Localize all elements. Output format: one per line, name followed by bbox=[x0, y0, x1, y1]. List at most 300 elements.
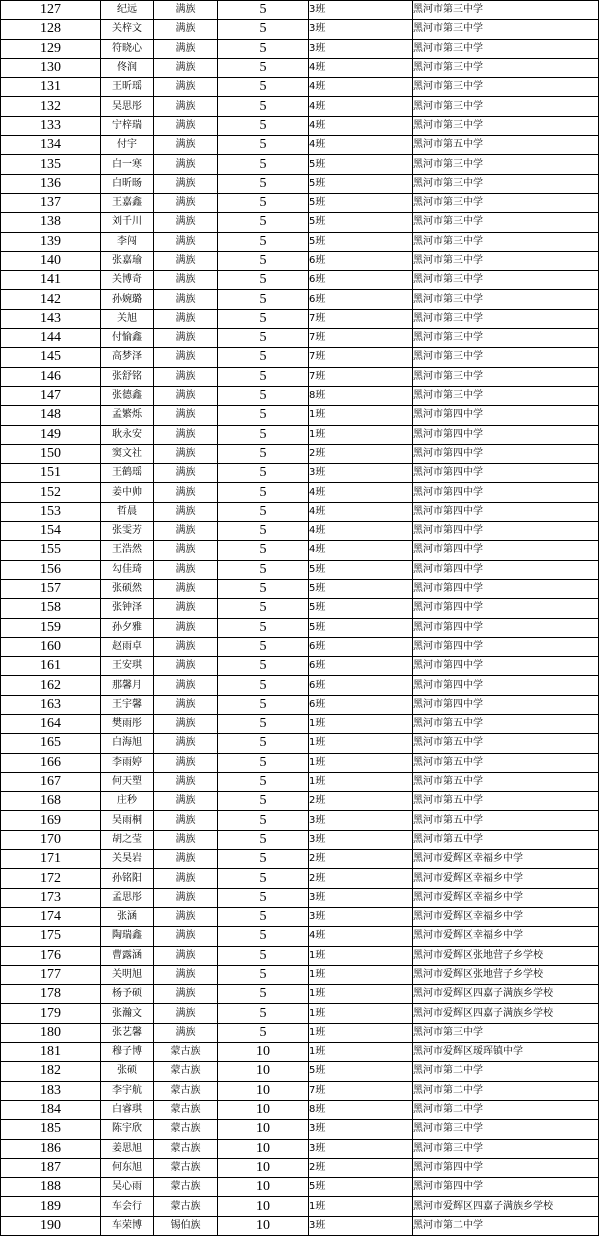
table-row bbox=[1, 676, 599, 695]
row-number-cell: 169 bbox=[1, 811, 101, 830]
row-number-cell: 190 bbox=[1, 1216, 101, 1235]
bonus-points-cell: 5 bbox=[218, 174, 309, 193]
table-row bbox=[1, 869, 599, 888]
table-row bbox=[1, 811, 599, 830]
bonus-points-cell: 10 bbox=[218, 1100, 309, 1119]
roster-body bbox=[1, 1, 599, 1236]
bonus-points-cell: 5 bbox=[218, 869, 309, 888]
row-number-cell: 147 bbox=[1, 386, 101, 405]
table-row bbox=[1, 386, 599, 405]
table-row bbox=[1, 599, 599, 618]
student-name-cell: 白一寒 bbox=[101, 155, 154, 174]
school-name-cell: 黑河市爱辉区四嘉子满族乡学校 bbox=[413, 1197, 599, 1216]
ethnicity-cell: 满族 bbox=[154, 406, 218, 425]
row-number-cell: 131 bbox=[1, 78, 101, 97]
student-name-cell: 庄秒 bbox=[101, 792, 154, 811]
table-row bbox=[1, 271, 599, 290]
student-name-cell: 张钟泽 bbox=[101, 599, 154, 618]
table-row bbox=[1, 348, 599, 367]
class-name-cell: 3班 bbox=[309, 20, 413, 39]
table-row bbox=[1, 213, 599, 232]
student-name-cell: 王昕瑶 bbox=[101, 78, 154, 97]
school-name-cell: 黑河市爱辉区幸福乡中学 bbox=[413, 907, 599, 926]
class-name-cell: 5班 bbox=[309, 1178, 413, 1197]
ethnicity-cell: 满族 bbox=[154, 58, 218, 77]
class-name-cell: 4班 bbox=[309, 116, 413, 135]
row-number-cell: 139 bbox=[1, 232, 101, 251]
ethnicity-cell: 满族 bbox=[154, 1023, 218, 1042]
student-name-cell: 曹露涵 bbox=[101, 946, 154, 965]
student-name-cell: 关明旭 bbox=[101, 965, 154, 984]
student-name-cell: 关博奇 bbox=[101, 271, 154, 290]
table-row bbox=[1, 1120, 599, 1139]
bonus-points-cell: 10 bbox=[218, 1216, 309, 1235]
bonus-points-cell: 5 bbox=[218, 753, 309, 772]
table-row bbox=[1, 174, 599, 193]
row-number-cell: 185 bbox=[1, 1120, 101, 1139]
row-number-cell: 145 bbox=[1, 348, 101, 367]
school-name-cell: 黑河市爱辉区四嘉子满族乡学校 bbox=[413, 1004, 599, 1023]
row-number-cell: 154 bbox=[1, 522, 101, 541]
student-name-cell: 孟繁烁 bbox=[101, 406, 154, 425]
table-row bbox=[1, 406, 599, 425]
student-name-cell: 吴雨桐 bbox=[101, 811, 154, 830]
bonus-points-cell: 5 bbox=[218, 155, 309, 174]
class-name-cell: 3班 bbox=[309, 1120, 413, 1139]
table-row bbox=[1, 714, 599, 733]
row-number-cell: 127 bbox=[1, 1, 101, 20]
bonus-points-cell: 5 bbox=[218, 792, 309, 811]
ethnicity-cell: 满族 bbox=[154, 560, 218, 579]
class-name-cell: 3班 bbox=[309, 464, 413, 483]
table-row bbox=[1, 444, 599, 463]
ethnicity-cell: 蒙古族 bbox=[154, 1081, 218, 1100]
school-name-cell: 黑河市第四中学 bbox=[413, 657, 599, 676]
bonus-points-cell: 5 bbox=[218, 329, 309, 348]
class-name-cell: 7班 bbox=[309, 348, 413, 367]
row-number-cell: 170 bbox=[1, 830, 101, 849]
row-number-cell: 158 bbox=[1, 599, 101, 618]
school-name-cell: 黑河市第五中学 bbox=[413, 753, 599, 772]
student-name-cell: 耿永安 bbox=[101, 425, 154, 444]
ethnicity-cell: 满族 bbox=[154, 927, 218, 946]
school-name-cell: 黑河市第三中学 bbox=[413, 155, 599, 174]
student-name-cell: 吴心雨 bbox=[101, 1178, 154, 1197]
row-number-cell: 130 bbox=[1, 58, 101, 77]
school-name-cell: 黑河市第四中学 bbox=[413, 406, 599, 425]
ethnicity-cell: 满族 bbox=[154, 502, 218, 521]
row-number-cell: 135 bbox=[1, 155, 101, 174]
class-name-cell: 5班 bbox=[309, 560, 413, 579]
bonus-points-cell: 10 bbox=[218, 1081, 309, 1100]
bonus-points-cell: 5 bbox=[218, 522, 309, 541]
school-name-cell: 黑河市第五中学 bbox=[413, 136, 599, 155]
bonus-points-cell: 5 bbox=[218, 888, 309, 907]
row-number-cell: 162 bbox=[1, 676, 101, 695]
class-name-cell: 1班 bbox=[309, 1004, 413, 1023]
table-row bbox=[1, 483, 599, 502]
class-name-cell: 4班 bbox=[309, 541, 413, 560]
class-name-cell: 4班 bbox=[309, 522, 413, 541]
class-name-cell: 4班 bbox=[309, 97, 413, 116]
ethnicity-cell: 满族 bbox=[154, 907, 218, 926]
ethnicity-cell: 满族 bbox=[154, 483, 218, 502]
bonus-points-cell: 5 bbox=[218, 502, 309, 521]
bonus-points-cell: 10 bbox=[218, 1139, 309, 1158]
bonus-points-cell: 5 bbox=[218, 676, 309, 695]
table-row bbox=[1, 541, 599, 560]
student-name-cell: 姜思旭 bbox=[101, 1139, 154, 1158]
bonus-points-cell: 5 bbox=[218, 136, 309, 155]
school-name-cell: 黑河市第五中学 bbox=[413, 792, 599, 811]
school-name-cell: 黑河市爱辉区幸福乡中学 bbox=[413, 869, 599, 888]
row-number-cell: 157 bbox=[1, 579, 101, 598]
ethnicity-cell: 满族 bbox=[154, 869, 218, 888]
bonus-points-cell: 5 bbox=[218, 464, 309, 483]
student-name-cell: 陶瑞鑫 bbox=[101, 927, 154, 946]
bonus-points-cell: 5 bbox=[218, 290, 309, 309]
student-name-cell: 纪远 bbox=[101, 1, 154, 20]
ethnicity-cell: 蒙古族 bbox=[154, 1120, 218, 1139]
row-number-cell: 166 bbox=[1, 753, 101, 772]
row-number-cell: 137 bbox=[1, 193, 101, 212]
class-name-cell: 1班 bbox=[309, 425, 413, 444]
ethnicity-cell: 满族 bbox=[154, 830, 218, 849]
student-name-cell: 张德鑫 bbox=[101, 386, 154, 405]
bonus-points-cell: 5 bbox=[218, 406, 309, 425]
student-name-cell: 赵雨卓 bbox=[101, 637, 154, 656]
table-row bbox=[1, 97, 599, 116]
school-name-cell: 黑河市第四中学 bbox=[413, 599, 599, 618]
student-name-cell: 付宇 bbox=[101, 136, 154, 155]
bonus-points-cell: 5 bbox=[218, 734, 309, 753]
school-name-cell: 黑河市第三中学 bbox=[413, 20, 599, 39]
row-number-cell: 161 bbox=[1, 657, 101, 676]
school-name-cell: 黑河市第四中学 bbox=[413, 637, 599, 656]
table-row bbox=[1, 309, 599, 328]
class-name-cell: 4班 bbox=[309, 483, 413, 502]
class-name-cell: 5班 bbox=[309, 213, 413, 232]
student-name-cell: 关昊岩 bbox=[101, 850, 154, 869]
row-number-cell: 177 bbox=[1, 965, 101, 984]
table-row bbox=[1, 522, 599, 541]
table-row bbox=[1, 965, 599, 984]
bonus-points-cell: 5 bbox=[218, 965, 309, 984]
student-name-cell: 王嘉鑫 bbox=[101, 193, 154, 212]
class-name-cell: 3班 bbox=[309, 1216, 413, 1235]
student-name-cell: 李雨婷 bbox=[101, 753, 154, 772]
bonus-points-cell: 5 bbox=[218, 251, 309, 270]
row-number-cell: 150 bbox=[1, 444, 101, 463]
student-name-cell: 王安琪 bbox=[101, 657, 154, 676]
bonus-points-cell: 5 bbox=[218, 58, 309, 77]
ethnicity-cell: 蒙古族 bbox=[154, 1178, 218, 1197]
ethnicity-cell: 满族 bbox=[154, 965, 218, 984]
bonus-points-cell: 5 bbox=[218, 560, 309, 579]
school-name-cell: 黑河市第四中学 bbox=[413, 541, 599, 560]
class-name-cell: 8班 bbox=[309, 1100, 413, 1119]
table-row bbox=[1, 1004, 599, 1023]
row-number-cell: 187 bbox=[1, 1158, 101, 1177]
row-number-cell: 186 bbox=[1, 1139, 101, 1158]
class-name-cell: 3班 bbox=[309, 907, 413, 926]
bonus-points-cell: 5 bbox=[218, 599, 309, 618]
table-row bbox=[1, 888, 599, 907]
school-name-cell: 黑河市第三中学 bbox=[413, 213, 599, 232]
class-name-cell: 5班 bbox=[309, 579, 413, 598]
bonus-points-cell: 5 bbox=[218, 579, 309, 598]
student-name-cell: 刘千川 bbox=[101, 213, 154, 232]
class-name-cell: 1班 bbox=[309, 965, 413, 984]
row-number-cell: 140 bbox=[1, 251, 101, 270]
ethnicity-cell: 满族 bbox=[154, 618, 218, 637]
student-name-cell: 何东旭 bbox=[101, 1158, 154, 1177]
row-number-cell: 138 bbox=[1, 213, 101, 232]
table-row bbox=[1, 734, 599, 753]
table-row bbox=[1, 502, 599, 521]
row-number-cell: 173 bbox=[1, 888, 101, 907]
table-row bbox=[1, 1216, 599, 1235]
bonus-points-cell: 5 bbox=[218, 772, 309, 791]
ethnicity-cell: 满族 bbox=[154, 309, 218, 328]
table-row bbox=[1, 155, 599, 174]
student-name-cell: 孟思彤 bbox=[101, 888, 154, 907]
row-number-cell: 175 bbox=[1, 927, 101, 946]
school-name-cell: 黑河市第三中学 bbox=[413, 348, 599, 367]
row-number-cell: 132 bbox=[1, 97, 101, 116]
row-number-cell: 167 bbox=[1, 772, 101, 791]
student-name-cell: 车会行 bbox=[101, 1197, 154, 1216]
class-name-cell: 2班 bbox=[309, 869, 413, 888]
row-number-cell: 134 bbox=[1, 136, 101, 155]
row-number-cell: 178 bbox=[1, 985, 101, 1004]
ethnicity-cell: 满族 bbox=[154, 193, 218, 212]
student-name-cell: 白昕旸 bbox=[101, 174, 154, 193]
ethnicity-cell: 满族 bbox=[154, 637, 218, 656]
bonus-points-cell: 5 bbox=[218, 1, 309, 20]
student-name-cell: 宁梓瑞 bbox=[101, 116, 154, 135]
student-name-cell: 张硕 bbox=[101, 1062, 154, 1081]
bonus-points-cell: 5 bbox=[218, 483, 309, 502]
table-row bbox=[1, 251, 599, 270]
class-name-cell: 7班 bbox=[309, 1081, 413, 1100]
bonus-points-cell: 5 bbox=[218, 367, 309, 386]
table-row bbox=[1, 20, 599, 39]
row-number-cell: 148 bbox=[1, 406, 101, 425]
school-name-cell: 黑河市第五中学 bbox=[413, 734, 599, 753]
student-name-cell: 孙铭阳 bbox=[101, 869, 154, 888]
table-row bbox=[1, 329, 599, 348]
class-name-cell: 5班 bbox=[309, 193, 413, 212]
bonus-points-cell: 10 bbox=[218, 1178, 309, 1197]
ethnicity-cell: 满族 bbox=[154, 579, 218, 598]
row-number-cell: 189 bbox=[1, 1197, 101, 1216]
student-name-cell: 吴思彤 bbox=[101, 97, 154, 116]
table-row bbox=[1, 1178, 599, 1197]
table-row bbox=[1, 464, 599, 483]
table-row bbox=[1, 78, 599, 97]
bonus-points-cell: 5 bbox=[218, 695, 309, 714]
bonus-points-cell: 5 bbox=[218, 425, 309, 444]
school-name-cell: 黑河市第四中学 bbox=[413, 676, 599, 695]
bonus-points-cell: 5 bbox=[218, 657, 309, 676]
ethnicity-cell: 满族 bbox=[154, 1, 218, 20]
student-name-cell: 关梓文 bbox=[101, 20, 154, 39]
ethnicity-cell: 蒙古族 bbox=[154, 1100, 218, 1119]
ethnicity-cell: 蒙古族 bbox=[154, 1043, 218, 1062]
ethnicity-cell: 满族 bbox=[154, 444, 218, 463]
ethnicity-cell: 满族 bbox=[154, 271, 218, 290]
ethnicity-cell: 满族 bbox=[154, 850, 218, 869]
ethnicity-cell: 满族 bbox=[154, 213, 218, 232]
row-number-cell: 184 bbox=[1, 1100, 101, 1119]
ethnicity-cell: 满族 bbox=[154, 386, 218, 405]
bonus-points-cell: 5 bbox=[218, 946, 309, 965]
school-name-cell: 黑河市第三中学 bbox=[413, 1023, 599, 1042]
class-name-cell: 1班 bbox=[309, 946, 413, 965]
student-name-cell: 王浩然 bbox=[101, 541, 154, 560]
student-name-cell: 符晓心 bbox=[101, 39, 154, 58]
class-name-cell: 3班 bbox=[309, 1139, 413, 1158]
student-name-cell: 张硕然 bbox=[101, 579, 154, 598]
school-name-cell: 黑河市第四中学 bbox=[413, 579, 599, 598]
class-name-cell: 4班 bbox=[309, 136, 413, 155]
student-name-cell: 佟润 bbox=[101, 58, 154, 77]
table-row bbox=[1, 560, 599, 579]
class-name-cell: 5班 bbox=[309, 1062, 413, 1081]
ethnicity-cell: 锡伯族 bbox=[154, 1216, 218, 1235]
row-number-cell: 159 bbox=[1, 618, 101, 637]
bonus-points-cell: 5 bbox=[218, 714, 309, 733]
student-name-cell: 张涵 bbox=[101, 907, 154, 926]
school-name-cell: 黑河市爱辉区四嘉子满族乡学校 bbox=[413, 985, 599, 1004]
school-name-cell: 黑河市第五中学 bbox=[413, 830, 599, 849]
bonus-points-cell: 10 bbox=[218, 1120, 309, 1139]
school-name-cell: 黑河市第四中学 bbox=[413, 618, 599, 637]
class-name-cell: 3班 bbox=[309, 39, 413, 58]
school-name-cell: 黑河市第三中学 bbox=[413, 58, 599, 77]
bonus-points-cell: 10 bbox=[218, 1158, 309, 1177]
student-name-cell: 关旭 bbox=[101, 309, 154, 328]
student-name-cell: 张雯芳 bbox=[101, 522, 154, 541]
class-name-cell: 1班 bbox=[309, 1043, 413, 1062]
school-name-cell: 黑河市第三中学 bbox=[413, 174, 599, 193]
school-name-cell: 黑河市第四中学 bbox=[413, 522, 599, 541]
bonus-points-cell: 5 bbox=[218, 444, 309, 463]
ethnicity-cell: 满族 bbox=[154, 367, 218, 386]
school-name-cell: 黑河市第三中学 bbox=[413, 1, 599, 20]
school-name-cell: 黑河市第四中学 bbox=[413, 695, 599, 714]
row-number-cell: 128 bbox=[1, 20, 101, 39]
ethnicity-cell: 满族 bbox=[154, 1004, 218, 1023]
school-name-cell: 黑河市第三中学 bbox=[413, 39, 599, 58]
row-number-cell: 155 bbox=[1, 541, 101, 560]
bonus-points-cell: 5 bbox=[218, 1023, 309, 1042]
bonus-points-cell: 10 bbox=[218, 1062, 309, 1081]
student-name-cell: 高梦泽 bbox=[101, 348, 154, 367]
school-name-cell: 黑河市第三中学 bbox=[413, 78, 599, 97]
school-name-cell: 黑河市爱辉区张地营子乡学校 bbox=[413, 965, 599, 984]
ethnicity-cell: 满族 bbox=[154, 232, 218, 251]
school-name-cell: 黑河市爱辉区幸福乡中学 bbox=[413, 888, 599, 907]
table-row bbox=[1, 58, 599, 77]
student-name-cell: 付愉鑫 bbox=[101, 329, 154, 348]
ethnicity-cell: 满族 bbox=[154, 348, 218, 367]
ethnicity-cell: 满族 bbox=[154, 116, 218, 135]
row-number-cell: 149 bbox=[1, 425, 101, 444]
student-name-cell: 李闯 bbox=[101, 232, 154, 251]
ethnicity-cell: 蒙古族 bbox=[154, 1062, 218, 1081]
ethnicity-cell: 满族 bbox=[154, 599, 218, 618]
school-name-cell: 黑河市第五中学 bbox=[413, 772, 599, 791]
student-name-cell: 杨予硕 bbox=[101, 985, 154, 1004]
row-number-cell: 160 bbox=[1, 637, 101, 656]
school-name-cell: 黑河市爱辉区幸福乡中学 bbox=[413, 850, 599, 869]
student-name-cell: 李宇航 bbox=[101, 1081, 154, 1100]
row-number-cell: 129 bbox=[1, 39, 101, 58]
ethnicity-cell: 满族 bbox=[154, 888, 218, 907]
school-name-cell: 黑河市第三中学 bbox=[413, 386, 599, 405]
ethnicity-cell: 满族 bbox=[154, 522, 218, 541]
class-name-cell: 5班 bbox=[309, 155, 413, 174]
ethnicity-cell: 满族 bbox=[154, 97, 218, 116]
school-name-cell: 黑河市第三中学 bbox=[413, 329, 599, 348]
ethnicity-cell: 满族 bbox=[154, 39, 218, 58]
ethnicity-cell: 满族 bbox=[154, 329, 218, 348]
bonus-points-cell: 5 bbox=[218, 830, 309, 849]
ethnicity-cell: 满族 bbox=[154, 464, 218, 483]
school-name-cell: 黑河市第三中学 bbox=[413, 193, 599, 212]
bonus-points-cell: 10 bbox=[218, 1043, 309, 1062]
student-name-cell: 樊雨彤 bbox=[101, 714, 154, 733]
ethnicity-cell: 蒙古族 bbox=[154, 1197, 218, 1216]
table-row bbox=[1, 1062, 599, 1081]
table-row bbox=[1, 39, 599, 58]
school-name-cell: 黑河市第四中学 bbox=[413, 464, 599, 483]
class-name-cell: 8班 bbox=[309, 386, 413, 405]
class-name-cell: 7班 bbox=[309, 329, 413, 348]
class-name-cell: 3班 bbox=[309, 811, 413, 830]
class-name-cell: 2班 bbox=[309, 1158, 413, 1177]
bonus-points-cell: 5 bbox=[218, 116, 309, 135]
school-name-cell: 黑河市第三中学 bbox=[413, 367, 599, 386]
bonus-points-cell: 5 bbox=[218, 20, 309, 39]
table-row bbox=[1, 1043, 599, 1062]
class-name-cell: 5班 bbox=[309, 599, 413, 618]
table-row bbox=[1, 290, 599, 309]
ethnicity-cell: 满族 bbox=[154, 20, 218, 39]
table-row bbox=[1, 579, 599, 598]
table-row bbox=[1, 830, 599, 849]
ethnicity-cell: 满族 bbox=[154, 541, 218, 560]
class-name-cell: 4班 bbox=[309, 58, 413, 77]
class-name-cell: 3班 bbox=[309, 888, 413, 907]
student-name-cell: 孙夕雅 bbox=[101, 618, 154, 637]
bonus-points-cell: 5 bbox=[218, 232, 309, 251]
table-row bbox=[1, 1158, 599, 1177]
table-row bbox=[1, 637, 599, 656]
school-name-cell: 黑河市第三中学 bbox=[413, 290, 599, 309]
class-name-cell: 1班 bbox=[309, 1023, 413, 1042]
table-row bbox=[1, 116, 599, 135]
ethnicity-cell: 满族 bbox=[154, 753, 218, 772]
student-name-cell: 白睿琪 bbox=[101, 1100, 154, 1119]
table-row bbox=[1, 193, 599, 212]
student-name-cell: 王宇馨 bbox=[101, 695, 154, 714]
bonus-points-cell: 5 bbox=[218, 850, 309, 869]
school-name-cell: 黑河市第四中学 bbox=[413, 483, 599, 502]
bonus-points-cell: 5 bbox=[218, 97, 309, 116]
